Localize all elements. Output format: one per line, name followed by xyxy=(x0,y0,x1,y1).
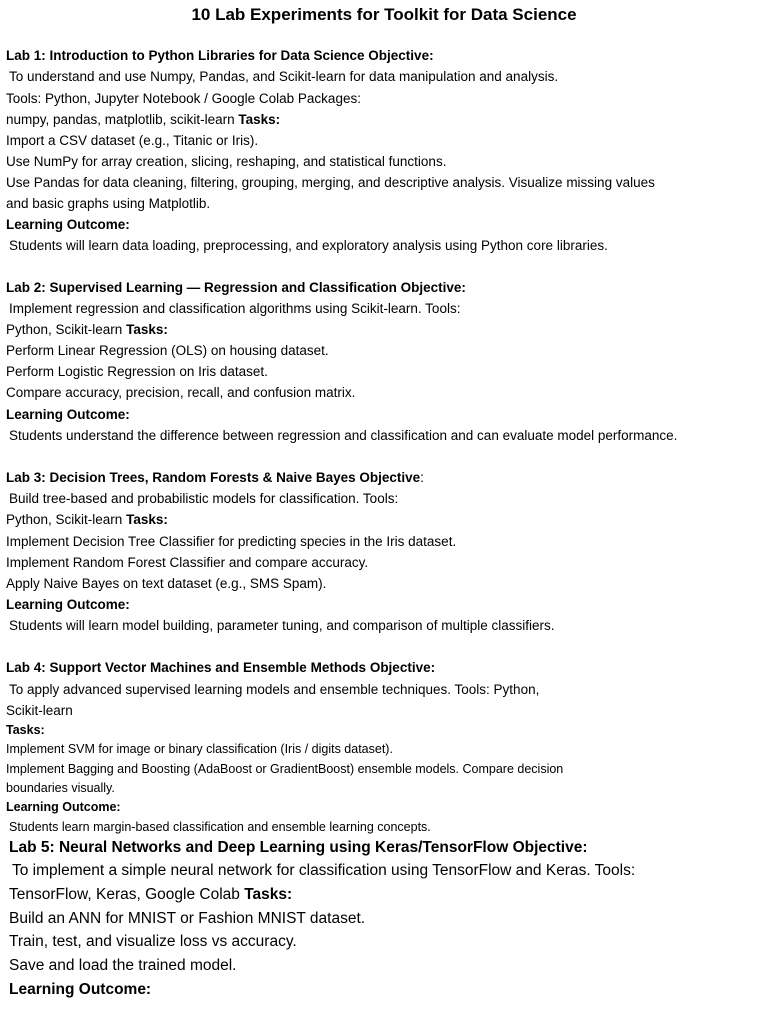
lab1-task-3a: Use Pandas for data cleaning, filtering, grouping, merging, and descriptive analysis. Visualize missing values xyxy=(6,175,655,190)
lab1-outcome-label: Learning Outcome: xyxy=(6,217,130,232)
lab2-tools-line xyxy=(6,321,168,338)
lab5-heading: Lab 5: Neural Networks and Deep Learning using Keras/TensorFlow Objective: xyxy=(9,839,588,856)
lab4-heading: Lab 4: Support Vector Machines and Ensemble Methods Objective: xyxy=(6,660,436,675)
lab1-tools: Tools: Python, Jupyter Notebook / Google Colab Packages: xyxy=(6,91,361,106)
lab2-task-1: Perform Linear Regression (OLS) on housing dataset. xyxy=(6,343,329,358)
lab5-task-1: Build an ANN for MNIST or Fashion MNIST dataset. xyxy=(9,910,366,927)
lab1-task-2: Use NumPy for array creation, slicing, reshaping, and statistical functions. xyxy=(6,154,447,169)
lab5-outcome-label: Learning Outcome: xyxy=(9,981,152,998)
lab5-objective: To implement a simple neural network for classification using TensorFlow and Keras. Tools: xyxy=(12,862,636,879)
lab5-task-2: Train, test, and visualize loss vs accuracy. xyxy=(9,933,297,950)
lab1-heading: Lab 1: Introduction to Python Libraries for Data Science Objective: xyxy=(6,48,434,63)
lab1-outcome: Students will learn data loading, preprocessing, and exploratory analysis using Python core libraries. xyxy=(9,238,608,253)
lab3-outcome: Students will learn model building, parameter tuning, and comparison of multiple classifiers. xyxy=(9,618,555,633)
lab3-heading: Lab 3: Decision Trees, Random Forests & Naive Bayes Objective xyxy=(6,470,421,485)
lab4-outcome: Students learn margin-based classification and ensemble learning concepts. xyxy=(9,820,431,834)
lab5-tasks-label: Tasks: xyxy=(244,886,293,903)
lab5-tools: TensorFlow, Keras, Google Colab xyxy=(9,886,240,903)
lab2-tools: Python, Scikit-learn xyxy=(6,322,123,337)
lab4-tasks-label: Tasks: xyxy=(6,723,45,737)
lab1-packages: numpy, pandas, matplotlib, scikit-learn xyxy=(6,112,235,127)
lab3-outcome-label: Learning Outcome: xyxy=(6,597,130,612)
lab4-task-1: Implement SVM for image or binary classification (Iris / digits dataset). xyxy=(6,742,393,756)
lab1-packages-line xyxy=(6,111,280,128)
document-title: 10 Lab Experiments for Toolkit for Data Science xyxy=(191,5,577,24)
lab4-task-2b: boundaries visually. xyxy=(6,781,115,795)
lab2-outcome: Students understand the difference between regression and classification and can evaluate model performance. xyxy=(9,428,678,443)
lab3-heading-colon: : xyxy=(420,470,424,485)
lab3-heading-line xyxy=(6,469,424,486)
lab2-task-3: Compare accuracy, precision, recall, and confusion matrix. xyxy=(6,385,356,400)
lab4-task-2a: Implement Bagging and Boosting (AdaBoost or GradientBoost) ensemble models. Compare decision xyxy=(6,762,564,776)
lab3-task-3: Apply Naive Bayes on text dataset (e.g., SMS Spam). xyxy=(6,576,327,591)
lab3-task-1: Implement Decision Tree Classifier for predicting species in the Iris dataset. xyxy=(6,534,457,549)
lab4-tools: Scikit-learn xyxy=(6,703,73,718)
lab4-objective: To apply advanced supervised learning models and ensemble techniques. Tools: Python, xyxy=(9,682,540,697)
lab5-tools-line xyxy=(9,885,292,905)
lab2-objective: Implement regression and classification algorithms using Scikit-learn. Tools: xyxy=(9,301,461,316)
lab1-tasks-label: Tasks: xyxy=(238,112,281,127)
lab2-outcome-label: Learning Outcome: xyxy=(6,407,130,422)
lab3-tools-line xyxy=(6,511,168,528)
lab1-task-1: Import a CSV dataset (e.g., Titanic or Iris). xyxy=(6,133,259,148)
lab2-heading: Lab 2: Supervised Learning — Regression and Classification Objective: xyxy=(6,280,466,295)
lab1-objective: To understand and use Numpy, Pandas, and Scikit-learn for data manipulation and analysis. xyxy=(9,69,559,84)
lab3-tasks-label: Tasks: xyxy=(126,512,168,527)
lab4-outcome-label: Learning Outcome: xyxy=(6,800,121,814)
lab3-objective: Build tree-based and probabilistic models for classification. Tools: xyxy=(9,491,399,506)
lab2-tasks-label: Tasks: xyxy=(126,322,168,337)
lab2-task-2: Perform Logistic Regression on Iris dataset. xyxy=(6,364,268,379)
lab5-task-3: Save and load the trained model. xyxy=(9,957,237,974)
lab3-tools: Python, Scikit-learn xyxy=(6,512,123,527)
lab3-task-2: Implement Random Forest Classifier and compare accuracy. xyxy=(6,555,369,570)
lab1-task-3b: and basic graphs using Matplotlib. xyxy=(6,196,211,211)
